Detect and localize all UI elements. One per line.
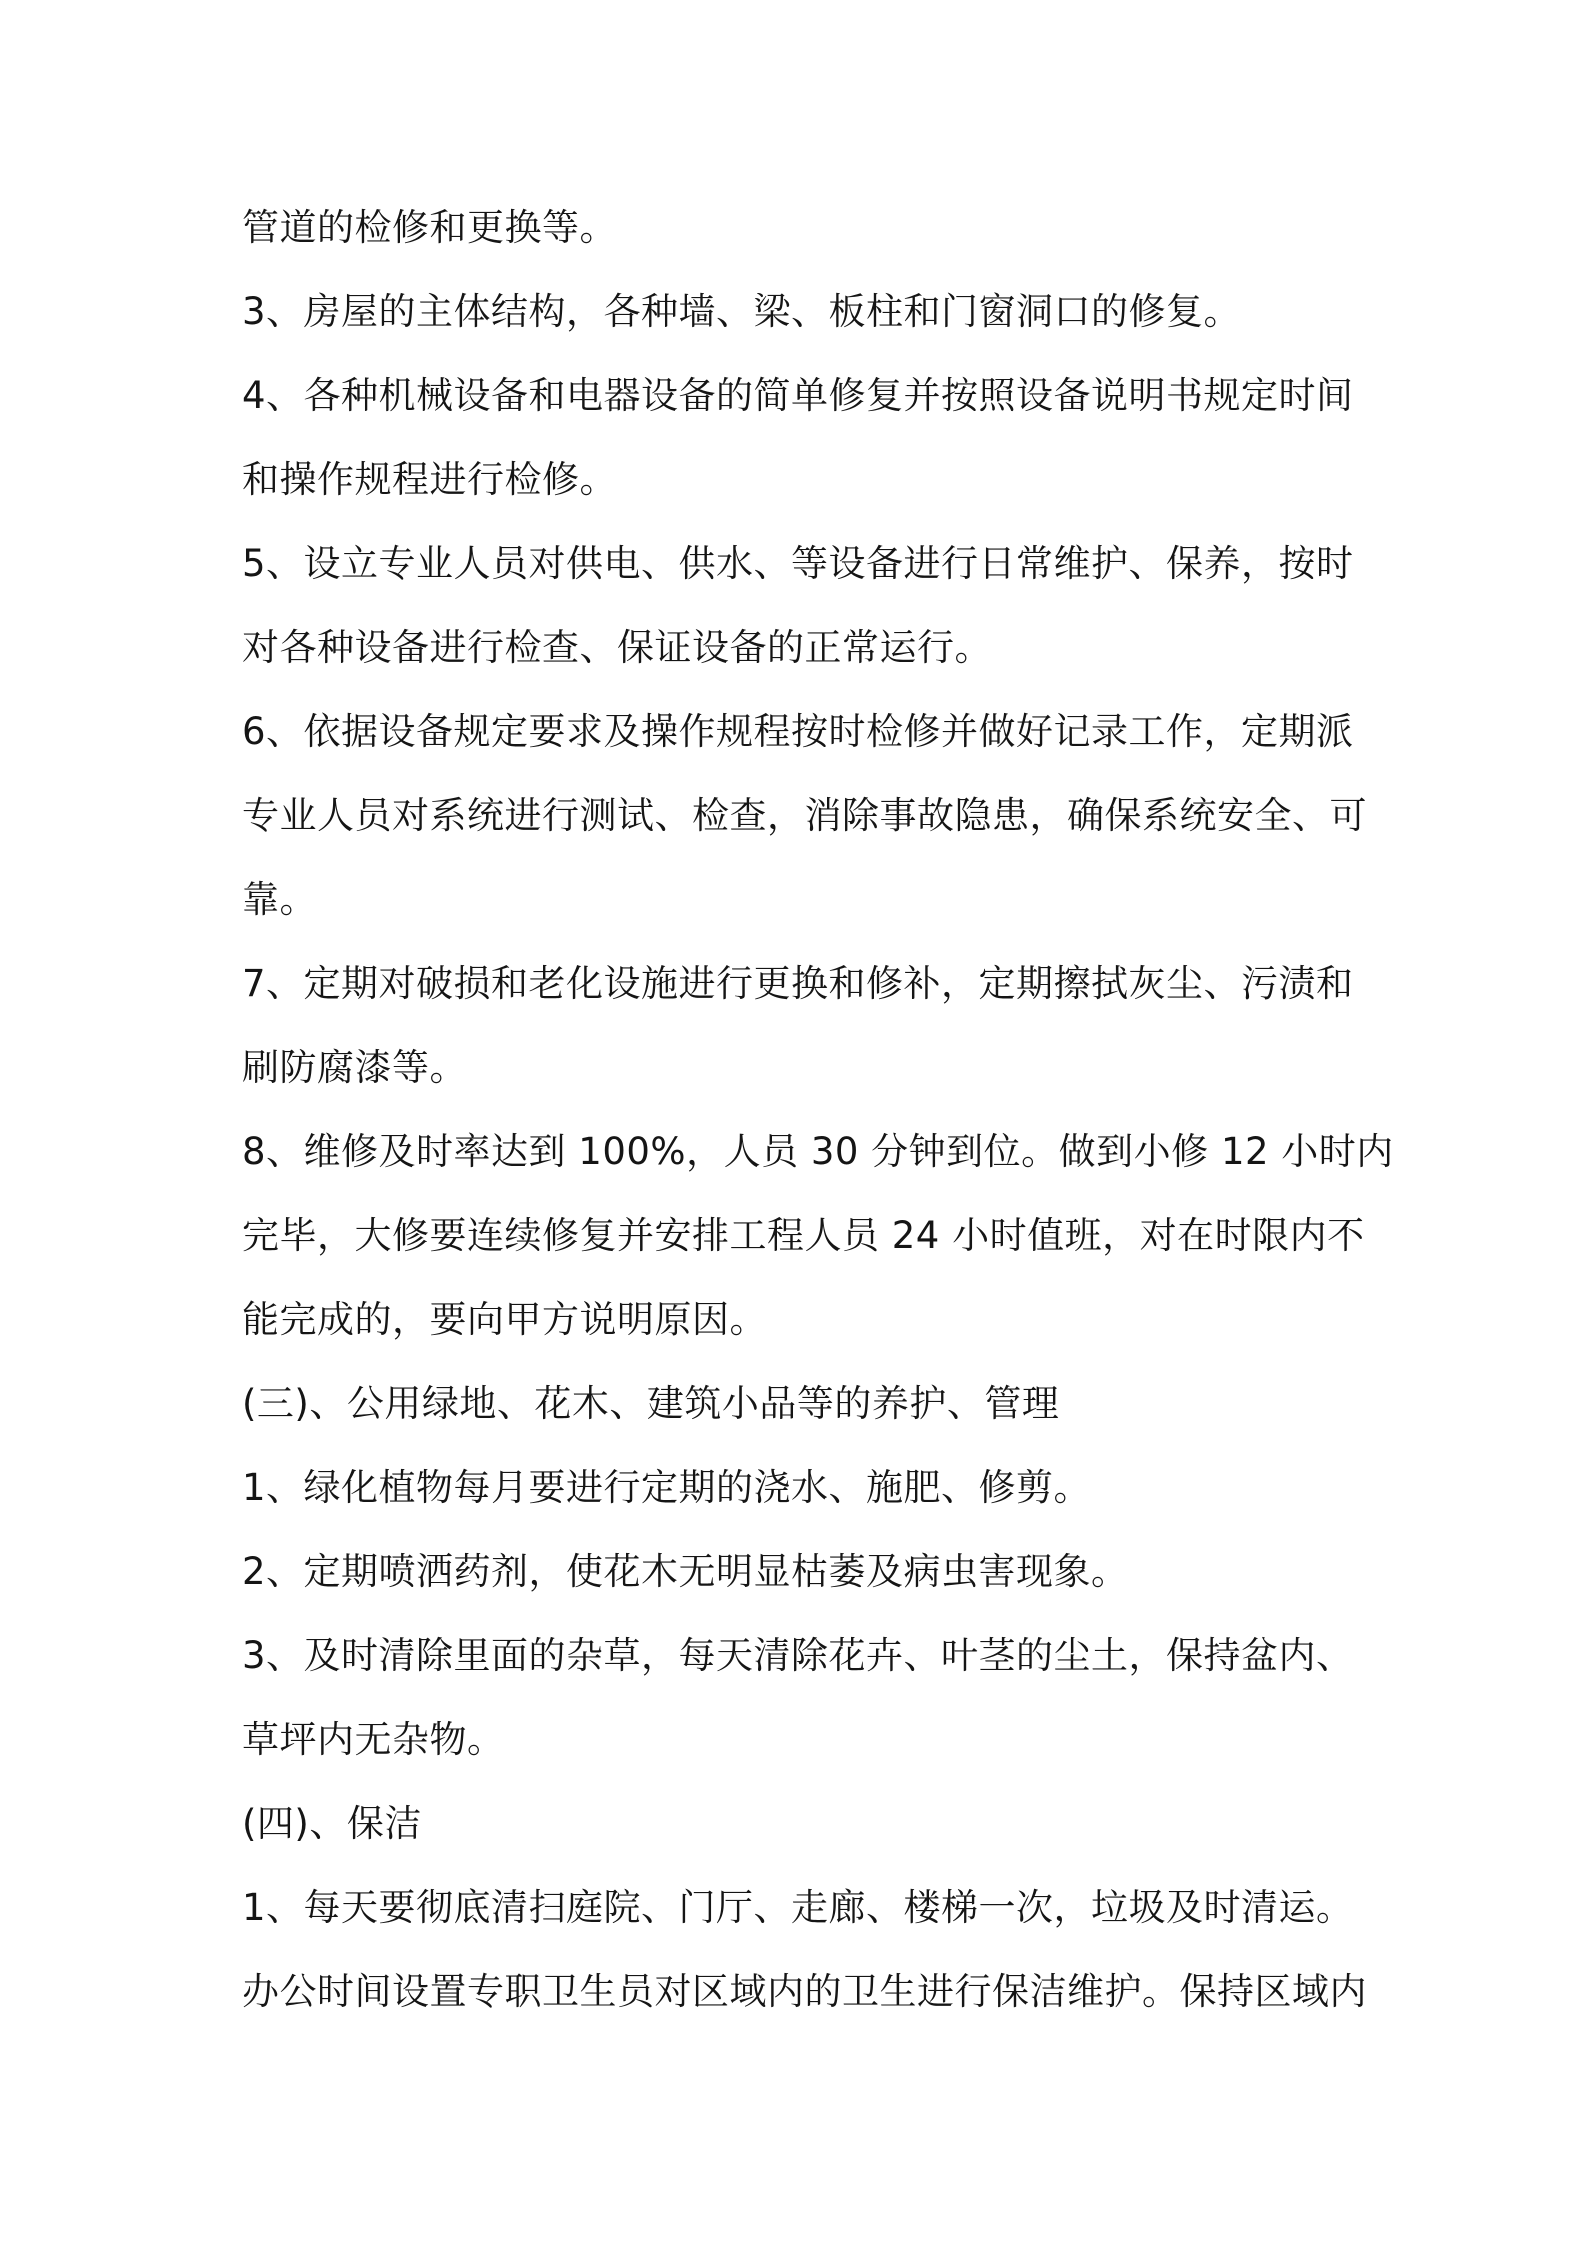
text-line: 能完成的，要向甲方说明原因。 xyxy=(242,1298,767,1341)
text-line: 和操作规程进行检修。 xyxy=(242,458,617,501)
text-line: 完毕，大修要连续修复并安排工程人员 24 小时值班，对在时限内不 xyxy=(242,1214,1365,1257)
text-line: 3、房屋的主体结构，各种墙、梁、板柱和门窗洞口的修复。 xyxy=(242,290,1242,333)
text-line: 4、各种机械设备和电器设备的简单修复并按照设备说明书规定时间 xyxy=(242,374,1354,417)
text-line: 6、依据设备规定要求及操作规程按时检修并做好记录工作，定期派 xyxy=(242,710,1354,753)
text-line: 靠。 xyxy=(242,878,317,921)
text-line: 7、定期对破损和老化设施进行更换和修补，定期擦拭灰尘、污渍和 xyxy=(242,962,1354,1005)
section-heading: (三)、公用绿地、花木、建筑小品等的养护、管理 xyxy=(242,1382,1060,1425)
text-line: 5、设立专业人员对供电、供水、等设备进行日常维护、保养，按时 xyxy=(242,542,1354,585)
text-line: 办公时间设置专职卫生员对区域内的卫生进行保洁维护。保持区域内 xyxy=(242,1970,1367,2013)
text-line: 专业人员对系统进行测试、检查，消除事故隐患，确保系统安全、可 xyxy=(242,794,1367,837)
text-line: 刷防腐漆等。 xyxy=(242,1046,467,1089)
section-heading: (四)、保洁 xyxy=(242,1802,422,1845)
text-line: 对各种设备进行检查、保证设备的正常运行。 xyxy=(242,626,992,669)
text-line: 3、及时清除里面的杂草，每天清除花卉、叶茎的尘土，保持盆内、 xyxy=(242,1634,1354,1677)
text-line: 1、绿化植物每月要进行定期的浇水、施肥、修剪。 xyxy=(242,1466,1092,1509)
document-body xyxy=(242,186,1394,2034)
text-line: 8、维修及时率达到 100%，人员 30 分钟到位。做到小修 12 小时内 xyxy=(242,1130,1394,1173)
text-line: 1、每天要彻底清扫庭院、门厅、走廊、楼梯一次，垃圾及时清运。 xyxy=(242,1886,1354,1929)
text-line: 管道的检修和更换等。 xyxy=(242,206,617,249)
text-line: 草坪内无杂物。 xyxy=(242,1718,505,1761)
text-line: 2、定期喷洒药剂，使花木无明显枯萎及病虫害现象。 xyxy=(242,1550,1129,1593)
